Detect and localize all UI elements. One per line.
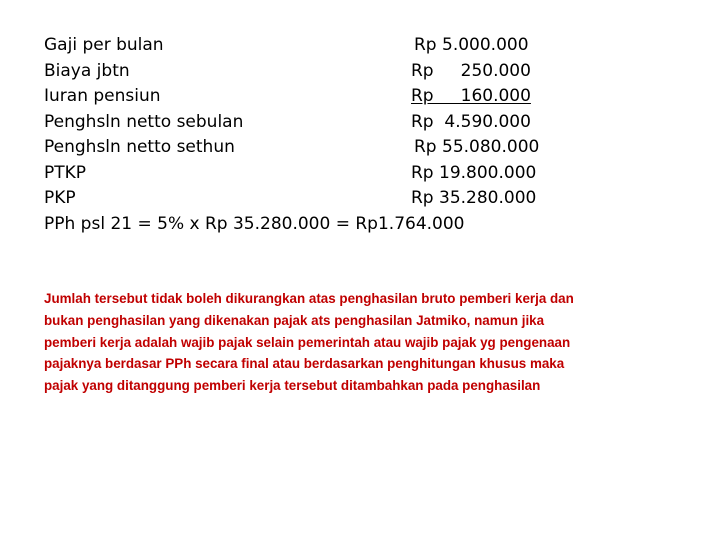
pph21-formula: PPh psl 21 = 5% x Rp 35.280.000 = Rp1.764.000	[44, 213, 465, 234]
calc-row-netto-setahun	[44, 135, 684, 161]
row-label: Penghsln netto sethun	[44, 137, 235, 157]
row-label: Iuran pensiun	[44, 86, 161, 106]
row-amount: Rp 250.000	[411, 60, 531, 81]
calc-row-biaya-jabatan	[44, 59, 684, 85]
note-line: pajaknya berdasar PPh secara final atau berdasarkan penghitungan khusus maka	[44, 356, 565, 372]
row-amount: Rp 4.590.000	[411, 111, 531, 132]
note-line: Jumlah tersebut tidak boleh dikurangkan atas penghasilan bruto pemberi kerja dan	[44, 291, 574, 306]
note-line: pajak yang ditanggung pemberi kerja tersebut ditambahkan pada penghasilan	[44, 378, 541, 394]
calc-row-pkp	[44, 186, 684, 212]
salary-calculation	[44, 33, 684, 237]
row-amount: Rp 55.080.000	[414, 137, 540, 157]
explanatory-note	[44, 288, 694, 397]
row-amount: Rp 19.800.000	[411, 162, 537, 183]
calc-row-gaji	[44, 33, 684, 59]
note-line: pemberi kerja adalah wajib pajak selain pemerintah atau wajib pajak yg pengenaan	[44, 334, 571, 350]
calc-row-netto-sebulan	[44, 110, 684, 136]
row-label: Gaji per bulan	[44, 35, 164, 55]
note-line: bukan penghasilan yang dikenakan pajak ats penghasilan Jatmiko, namun jika	[44, 312, 545, 328]
row-label: Penghsln netto sebulan	[44, 111, 244, 132]
row-label: Biaya jbtn	[44, 60, 130, 81]
row-amount: Rp 5.000.000	[414, 35, 529, 55]
row-amount: Rp 35.280.000	[411, 188, 537, 208]
row-amount: Rp 160.000	[411, 86, 531, 106]
calc-row-pph21	[44, 212, 684, 238]
row-label: PTKP	[44, 162, 87, 183]
calc-row-ptkp	[44, 161, 684, 187]
calc-row-iuran-pensiun	[44, 84, 684, 110]
row-label: PKP	[44, 188, 76, 208]
